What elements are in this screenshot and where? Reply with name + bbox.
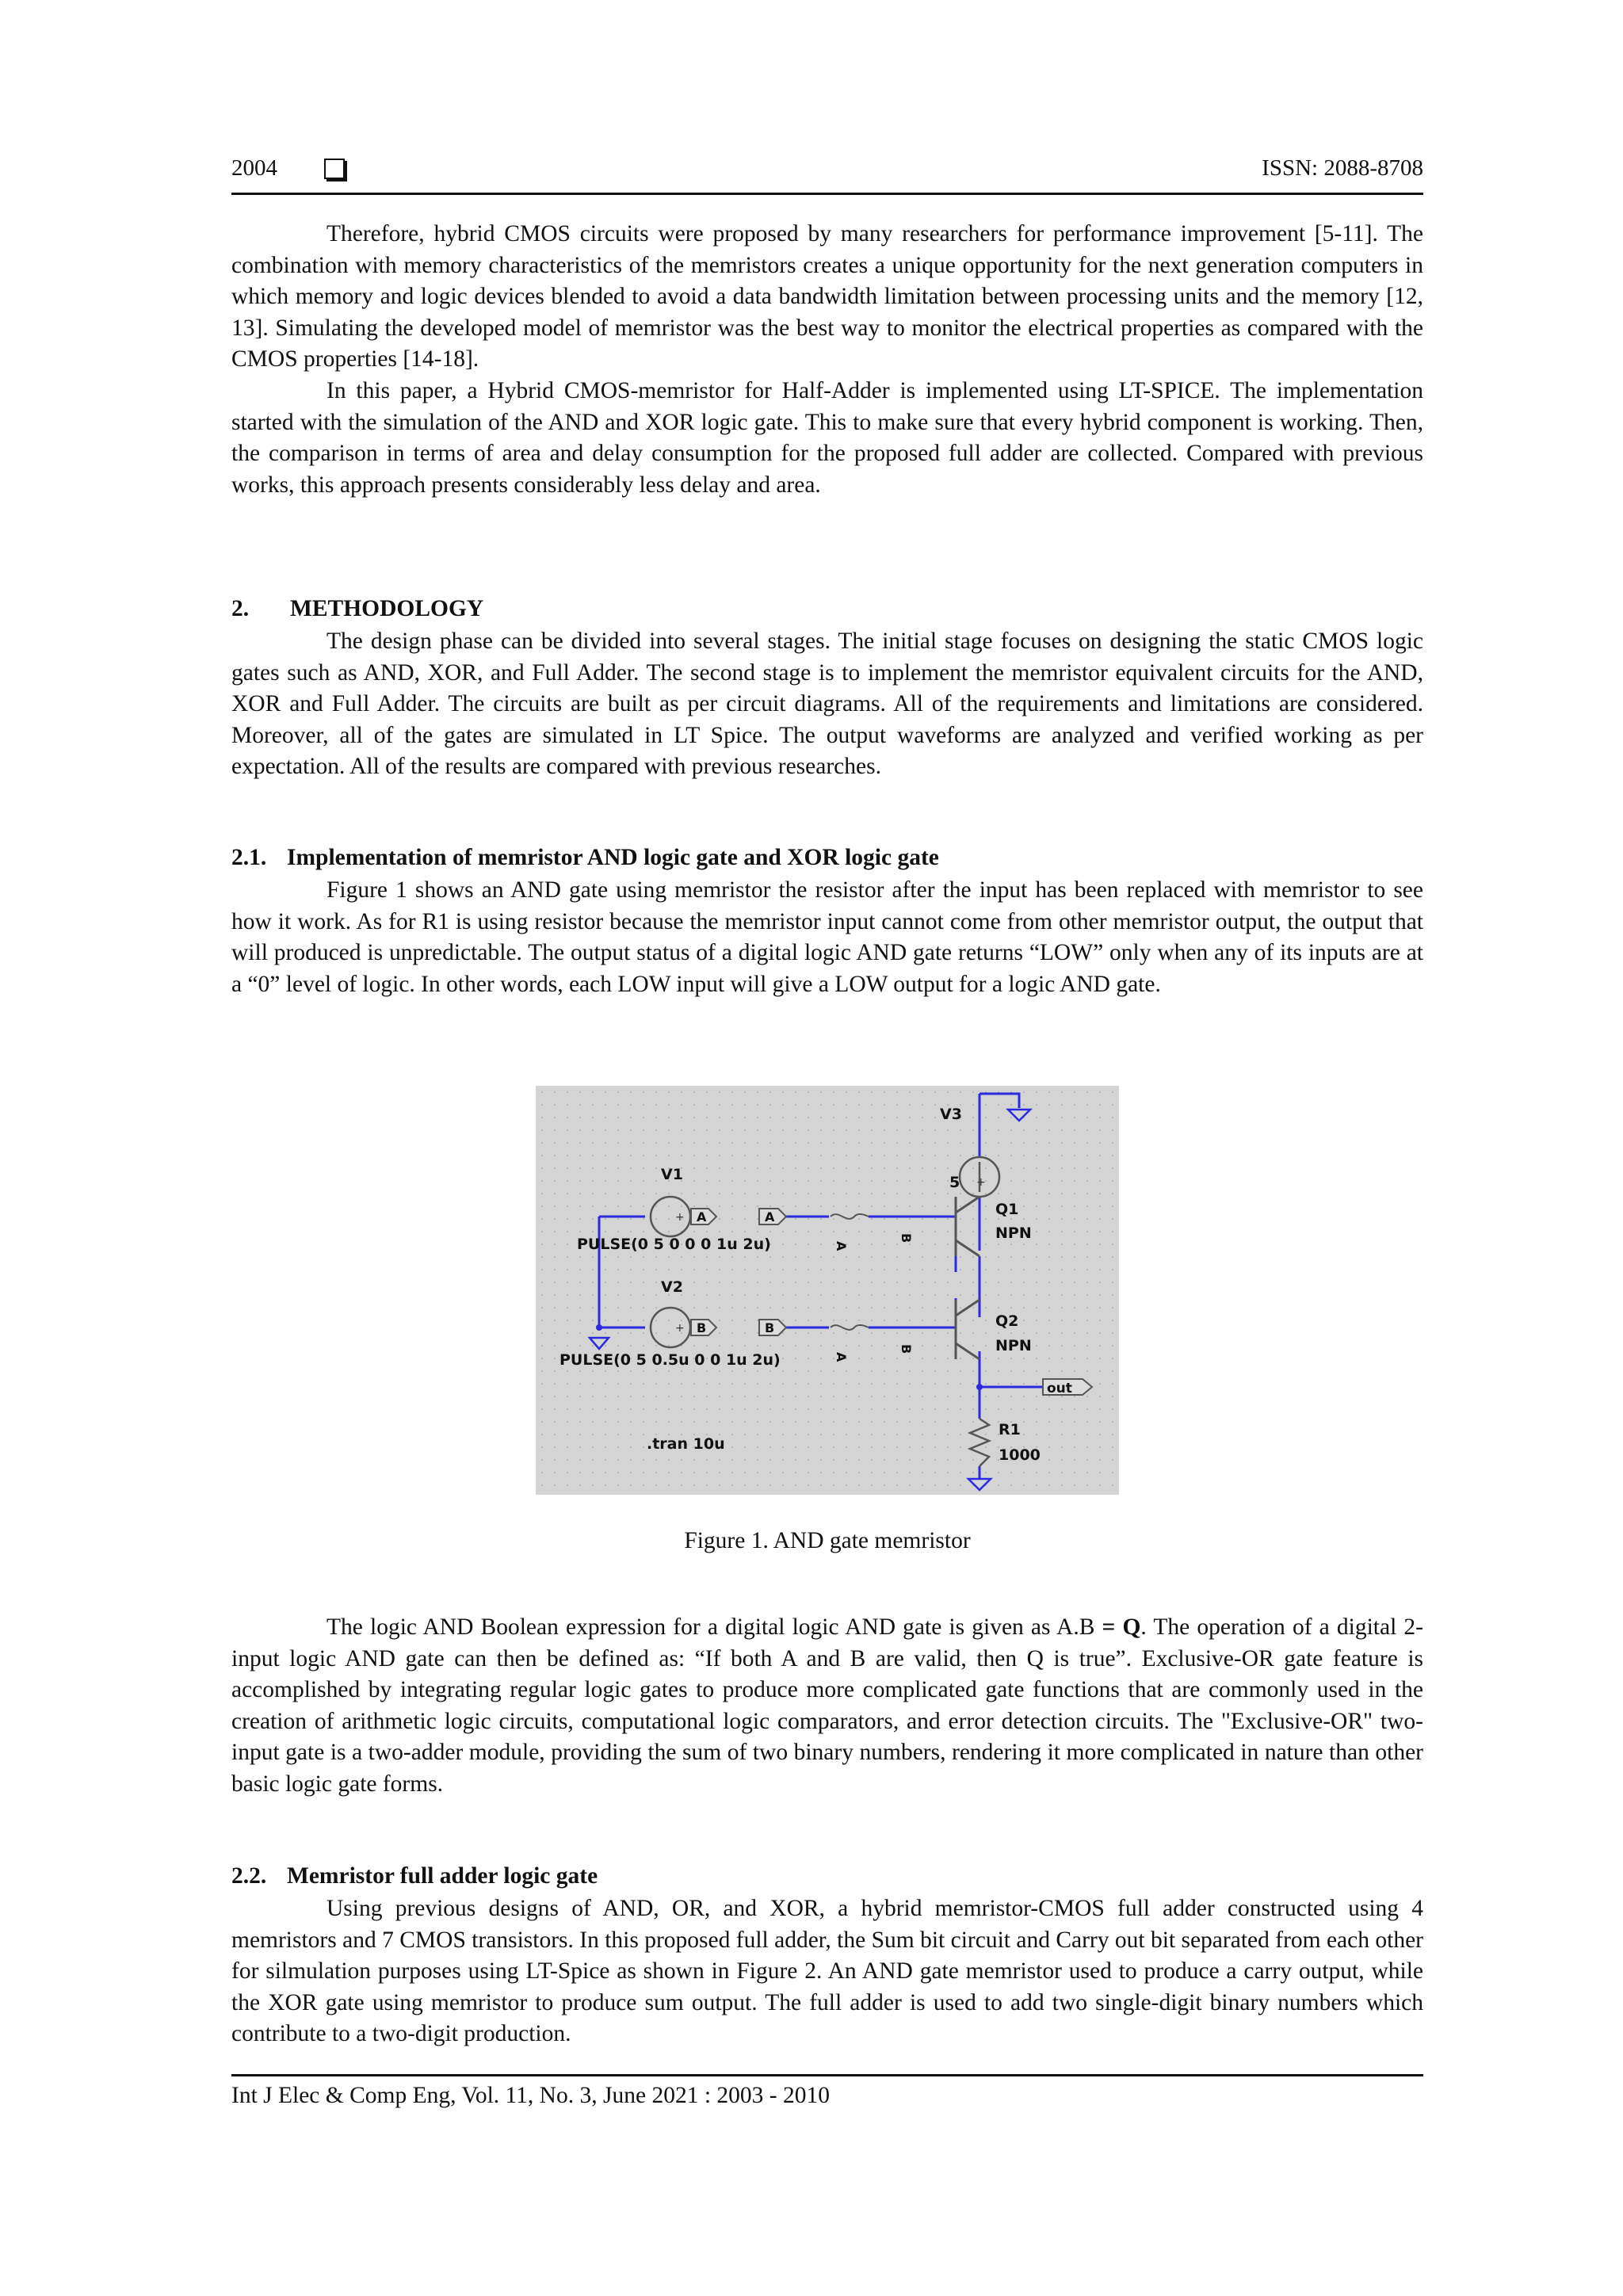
section-heading-methodology xyxy=(231,596,1423,622)
section-title: METHODOLOGY xyxy=(290,596,484,621)
paragraph-and-gate: Figure 1 shows an AND gate using memristor the resistor after the input has been replaced with memristor to see how it work. As for R1 is using resistor because the memristor input cannot come from other memristor output, the output that will produced is unpredictable. The output status of a digital logic AND gate returns “LOW” only when any of its inputs are at a “0” level of logic. In other words, each LOW input will give a LOW output for a logic AND gate. xyxy=(231,877,1423,997)
memristor-1-b: B xyxy=(899,1233,914,1244)
label-v3-value: 5 xyxy=(949,1174,960,1191)
v3-plus-sign: + xyxy=(976,1176,986,1189)
subsection-heading-2-1 xyxy=(231,845,1423,871)
label-tran-directive: .tran 10u xyxy=(647,1435,725,1453)
subsection-title: Implementation of memristor AND logic gate and XOR logic gate xyxy=(287,845,939,870)
port-a-input: A xyxy=(765,1209,775,1224)
section-number: 2. xyxy=(231,596,250,621)
p5-text-a: The logic AND Boolean expression for a digital logic AND gate is given as A.B xyxy=(327,1614,1102,1640)
subsection-number: 2.1. xyxy=(231,845,267,870)
figure-caption: Figure 1. AND gate memristor xyxy=(684,1528,971,1553)
label-pulse-2: PULSE(0 5 0.5u 0 0 1u 2u) xyxy=(559,1351,781,1369)
subsection-title: Memristor full adder logic gate xyxy=(287,1863,598,1889)
page-number: 2004 xyxy=(231,155,277,181)
label-q2-type: NPN xyxy=(995,1337,1032,1354)
memristor-2-a: A xyxy=(834,1352,849,1362)
running-footer: Int J Elec & Comp Eng, Vol. 11, No. 3, June 2021 : 2003 - 2010 xyxy=(231,2083,830,2108)
v2-plus-sign: + xyxy=(675,1322,685,1335)
port-b-input: B xyxy=(765,1320,775,1335)
header-rule xyxy=(231,193,1423,195)
label-v3: V3 xyxy=(940,1106,962,1123)
issn: ISSN: 2088-8708 xyxy=(1262,155,1423,181)
label-out: out xyxy=(1047,1381,1072,1396)
figure-1-schematic xyxy=(536,1086,1119,1495)
paragraph-intro-1: Therefore, hybrid CMOS circuits were proposed by many researchers for performance improvement [5-11]. The combination with memory characteristics of the memristors creates a unique opportunity for the next generation computers in which memory and logic devices blended to avoid a data bandwidth limitation between processing units and the memory [12, 13]. Simulating the developed model of memristor was the best way to monitor the electrical properties as compared with the CMOS properties [14-18]. xyxy=(231,221,1423,372)
label-q2: Q2 xyxy=(995,1312,1019,1330)
memristor-1-a: A xyxy=(834,1241,849,1251)
paragraph-methodology: The design phase can be divided into several stages. The initial stage focuses on designing the static CMOS logic gates such as AND, XOR, and Full Adder. The second stage is to implement the memristor equivalent circuits for the AND, XOR and Full Adder. The circuits are built as per circuit diagrams. All of the requirements and limitations are considered. Moreover, all of the gates are simulated in LT Spice. The output waveforms are analyzed and verified working as per expectation. All of the results are compared with previous researches. xyxy=(231,628,1423,780)
label-v1: V1 xyxy=(661,1166,683,1183)
square-bullet-icon xyxy=(324,159,345,179)
port-a-source: A xyxy=(697,1209,707,1224)
memristor-2-b: B xyxy=(899,1344,914,1354)
p5-text-b: . The operation of a digital 2-input logic AND gate can then be defined as: “If both A and B are valid, then Q is true”. Exclusive-OR gate feature is accomplished by integrating regular logic gates to produce more complicated gate functions that are commonly used in the creation of arithmetic logic circuits, computational logic comparators, and error detection circuits. The "Exclusive-OR" two-input gate is a two-adder module, providing the sum of two binary numbers, rendering it more complicated in nature than other basic logic gate forms. xyxy=(231,1614,1423,1797)
v1-plus-sign: + xyxy=(675,1211,685,1224)
subsection-number: 2.2. xyxy=(231,1863,267,1889)
p5-bold-q: = Q xyxy=(1102,1614,1141,1640)
running-header xyxy=(231,155,1423,190)
label-pulse-1: PULSE(0 5 0 0 0 1u 2u) xyxy=(577,1236,771,1253)
paragraph-boolean-xor xyxy=(231,1612,1423,1801)
label-r1-value: 1000 xyxy=(999,1446,1041,1464)
paragraph-intro-2: In this paper, a Hybrid CMOS-memristor for Half-Adder is implemented using LT-SPICE. The implementation started with the simulation of the AND and XOR logic gate. This to make sure that every hybrid component is working. Then, the comparison in terms of area and delay consumption for the proposed full adder are collected. Compared with previous works, this approach presents considerably less delay and area. xyxy=(231,378,1423,498)
paragraph-full-adder: Using previous designs of AND, OR, and XOR, a hybrid memristor-CMOS full adder constructed using 4 memristors and 7 CMOS transistors. In this proposed full adder, the Sum bit circuit and Carry out bit separated from each other for silmulation purposes using LT-Spice as shown in Figure 2. An AND gate memristor used to produce a carry output, while the XOR gate using memristor to produce sum output. The full adder is used to add two single-digit binary numbers which contribute to a two-digit production. xyxy=(231,1896,1423,2047)
label-r1: R1 xyxy=(999,1421,1021,1438)
circuit-diagram xyxy=(536,1086,1119,1495)
label-q1: Q1 xyxy=(995,1201,1019,1218)
subsection-heading-2-2 xyxy=(231,1863,1423,1889)
label-q1-type: NPN xyxy=(995,1224,1032,1242)
port-b-source: B xyxy=(697,1320,707,1335)
label-v2: V2 xyxy=(661,1278,683,1296)
footer-rule xyxy=(231,2074,1423,2076)
